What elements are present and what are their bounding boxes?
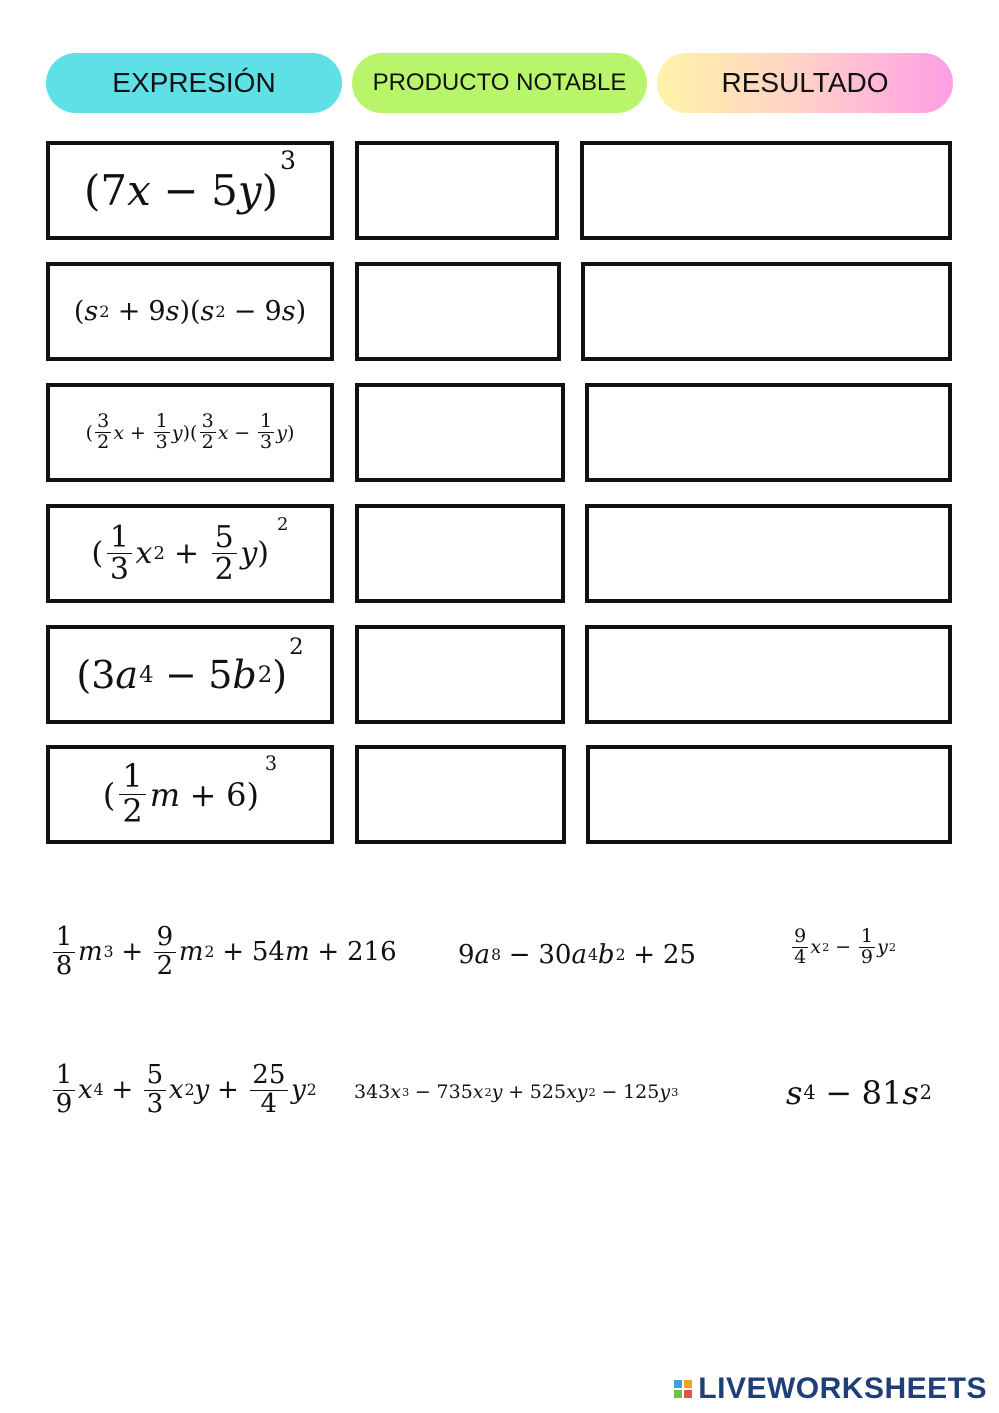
result-option-5[interactable]	[354, 1072, 678, 1112]
expression-box-3	[46, 383, 334, 482]
expression-6: ( $\frac{1}{2}$ m + 6) 3	[102, 752, 278, 830]
header-expresion	[46, 53, 342, 113]
resultado-drop-box-5[interactable]	[585, 625, 952, 724]
expression-box-2	[46, 262, 334, 361]
expression-box-4	[46, 504, 334, 603]
liveworksheets-logo-text: LIVEWORKSHEETS	[698, 1372, 987, 1405]
expression-2: ( s 2 + 9 s )( s 2 − 9 s )	[73, 296, 307, 327]
producto-notable-drop-box-6[interactable]	[355, 745, 566, 844]
expression-4: ( $\frac{1}{3}$ x 2 + $\frac{5}{2}$ y ) 2	[91, 514, 289, 587]
header-producto-notable-label: PRODUCTO NOTABLE	[372, 69, 627, 96]
result-option-4[interactable]	[50, 1054, 317, 1126]
result-option-6[interactable]	[786, 1068, 932, 1118]
header-producto-notable	[352, 53, 647, 113]
producto-notable-drop-box-2[interactable]	[355, 262, 561, 361]
expression-5: (3 a 4 − 5 b 2 ) 2	[76, 634, 304, 697]
producto-notable-drop-box-4[interactable]	[355, 504, 565, 603]
expression-box-5	[46, 625, 334, 724]
expression-3: ( $\frac{3}{2}$ x + $\frac{1}{3}$ y )( $\frac{3}{2}$ x − $\frac{1}{3}$ y )	[85, 410, 295, 453]
liveworksheets-logo-icon	[674, 1380, 692, 1398]
resultado-drop-box-2[interactable]	[581, 262, 952, 361]
expression-box-6	[46, 745, 334, 844]
result-option-2-text: 9 a 8 − 30 a 4 b 2 + 25	[458, 940, 696, 970]
resultado-drop-box-3[interactable]	[585, 383, 952, 482]
resultado-drop-box-6[interactable]	[586, 745, 952, 844]
expression-1: (7 x − 5 y ) 3	[83, 145, 297, 215]
producto-notable-drop-box-5[interactable]	[355, 625, 565, 724]
liveworksheets-logo	[674, 1372, 987, 1406]
result-option-3[interactable]	[790, 916, 896, 978]
header-resultado-label: RESULTADO	[721, 67, 889, 98]
result-option-3-text: $\frac{9}{4}$ x 2 − $\frac{1}{9}$ y 2	[794, 924, 897, 968]
producto-notable-drop-box-3[interactable]	[355, 383, 565, 482]
result-option-1[interactable]	[50, 916, 397, 988]
header-resultado	[657, 53, 953, 113]
header-expresion-label: EXPRESIÓN	[112, 67, 276, 98]
result-option-4-text: $\frac{1}{9}$ x 4 + $\frac{5}{3}$ x 2 y + $\frac{25}{4}$ y 2	[50, 1062, 317, 1118]
producto-notable-drop-box-1[interactable]	[355, 141, 559, 240]
result-option-6-text: s 4 − 81 s 2	[786, 1074, 932, 1112]
result-option-2[interactable]	[458, 932, 696, 978]
expression-box-1	[46, 141, 334, 240]
result-option-5-text: 343 x 3 − 735 x 2 y + 525 xy 2 − 125 y 3	[354, 1081, 679, 1103]
resultado-drop-box-1[interactable]	[580, 141, 952, 240]
result-option-1-text: $\frac{1}{8}$ m 3 + $\frac{9}{2}$ m 2 + 54 m + 216	[50, 924, 397, 980]
resultado-drop-box-4[interactable]	[585, 504, 952, 603]
